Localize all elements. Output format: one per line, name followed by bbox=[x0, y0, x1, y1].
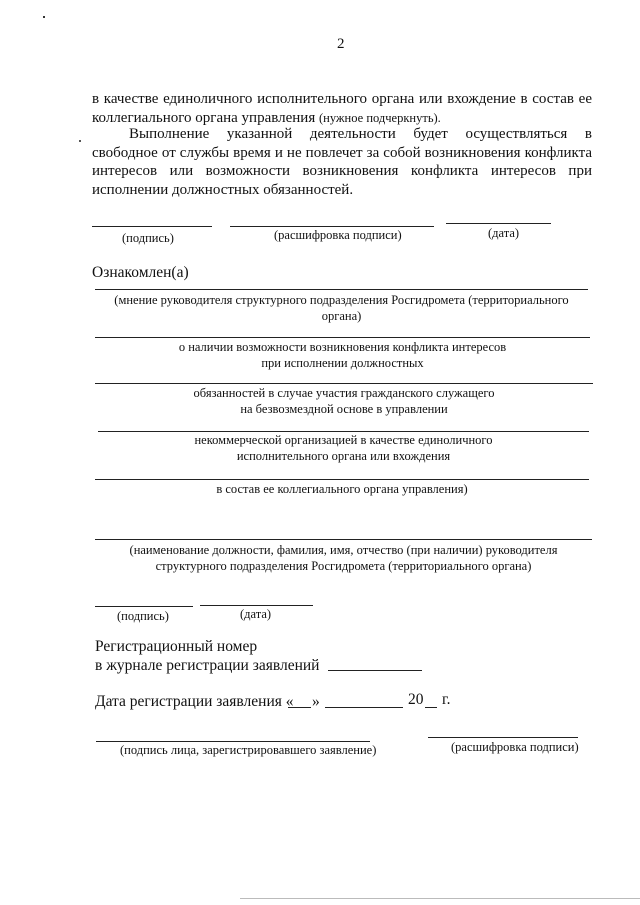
registrar-transcript-caption: (расшифровка подписи) bbox=[451, 740, 579, 754]
registration-number-label: Регистрационный номер bbox=[95, 638, 258, 655]
opinion-caption bbox=[95, 293, 588, 324]
body-line: интересов или возможности возникновения конфликта интересов при bbox=[92, 163, 592, 179]
scan-speck bbox=[43, 16, 45, 18]
intro-paragraph bbox=[92, 90, 592, 127]
date-caption: (дата) bbox=[488, 226, 520, 240]
registrar-caption: (подпись лица, зарегистрировавшего заявление) bbox=[120, 743, 377, 757]
opinion-caption bbox=[95, 482, 589, 498]
opinion-line bbox=[98, 431, 589, 432]
registrar-signature-line bbox=[96, 741, 370, 742]
opinion-caption bbox=[98, 433, 589, 464]
opinion-caption-line: некоммерческой организацией в качестве единоличного bbox=[194, 433, 493, 447]
opinion-caption-line: (мнение руководителя структурного подразделения Росгидромета (территориального bbox=[114, 293, 569, 307]
registration-number-field bbox=[328, 670, 422, 671]
body-paragraph bbox=[92, 125, 592, 199]
scan-speck bbox=[79, 140, 81, 142]
body-line: исполнении должностных обязанностей. bbox=[92, 181, 354, 198]
intro-line: коллегиального органа управления (нужное подчеркнуть). bbox=[92, 109, 441, 126]
opinion-caption bbox=[95, 340, 590, 371]
intro-note: (нужное подчеркнуть). bbox=[318, 110, 441, 125]
registration-year-suffix: г. bbox=[442, 691, 451, 708]
head-caption-line: структурного подразделения Росгидромета (территориального органа) bbox=[155, 559, 532, 573]
date-line bbox=[200, 605, 313, 606]
opinion-line bbox=[95, 383, 593, 384]
opinion-caption-line: на безвозмездной основе в управлении bbox=[240, 401, 448, 416]
opinion-line bbox=[95, 337, 590, 338]
opinion-caption-line: о наличии возможности возникновения конфликта интересов bbox=[178, 340, 507, 354]
opinion-caption-line: обязанностей в случае участия гражданского служащего bbox=[193, 386, 495, 400]
page-number: 2 bbox=[337, 36, 345, 52]
body-line: Выполнение указанной деятельности будет осуществляться в bbox=[129, 126, 592, 142]
opinion-caption-line: органа) bbox=[321, 308, 362, 323]
signature-caption: (подпись) bbox=[122, 231, 174, 245]
opinion-caption-line: исполнительного органа или вхождения bbox=[236, 448, 451, 463]
year-field bbox=[425, 707, 437, 708]
transcript-line bbox=[230, 226, 434, 227]
head-caption-line: (наименование должности, фамилия, имя, отчество (при наличии) руководителя bbox=[129, 543, 558, 557]
date-caption: (дата) bbox=[240, 607, 272, 621]
familiarized-label: Ознакомлен(а) bbox=[92, 264, 189, 281]
registration-year-prefix: 20 bbox=[408, 691, 424, 708]
opinion-line bbox=[95, 479, 589, 480]
registration-date-label: Дата регистрации заявления « bbox=[95, 693, 294, 710]
opinion-line bbox=[95, 289, 588, 290]
date-line bbox=[446, 223, 551, 224]
registration-date-quote: » bbox=[312, 693, 320, 710]
registrar-transcript-line bbox=[428, 737, 578, 738]
opinion-caption-line: в состав ее коллегиального органа управления) bbox=[216, 482, 468, 496]
month-field bbox=[325, 707, 403, 708]
body-line: свободное от службы время и не повлечет за собой возникновения конфликта bbox=[92, 144, 592, 161]
transcript-caption: (расшифровка подписи) bbox=[274, 228, 402, 242]
opinion-caption bbox=[95, 386, 593, 417]
head-caption bbox=[95, 542, 592, 574]
signature-caption: (подпись) bbox=[117, 609, 169, 623]
head-line bbox=[95, 539, 592, 540]
opinion-caption-line: при исполнении должностных bbox=[261, 355, 424, 370]
scan-edge-line bbox=[240, 898, 640, 899]
signature-line bbox=[95, 606, 193, 607]
registration-journal-label: в журнале регистрации заявлений bbox=[95, 657, 320, 674]
signature-line bbox=[92, 226, 212, 227]
intro-line: в качестве единоличного исполнительного органа или вхождение в состав ее bbox=[92, 91, 592, 107]
day-field bbox=[288, 707, 311, 708]
